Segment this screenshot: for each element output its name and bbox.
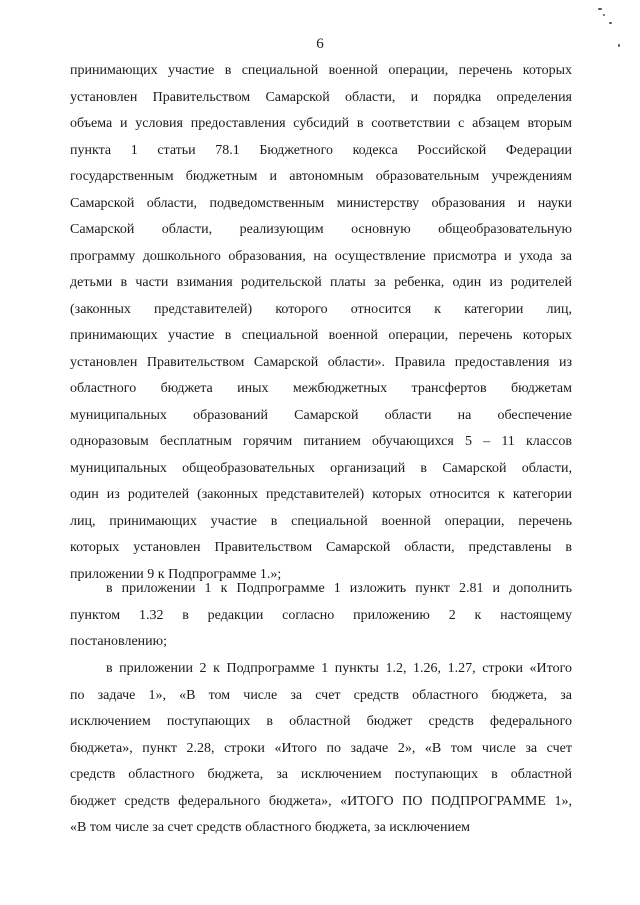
paragraph-appendix-1: [70, 576, 572, 656]
text-line: которых установлен Правительством Самарской области, представлены в: [70, 540, 572, 555]
text-line: государственным бюджетным и автономным образовательным учреждениям: [70, 169, 572, 184]
text-line: средств областного бюджета, за исключением поступающих в областной: [70, 767, 572, 782]
scan-mark: [618, 44, 620, 47]
text-line: Самарской области, реализующим основную общеобразовательную: [70, 222, 572, 237]
text-line: принимающих участие в специальной военной операции, перечень которых: [70, 63, 572, 78]
text-line: принимающих участие в специальной военной операции, перечень которых: [70, 328, 572, 343]
text-line: исключением поступающих в областной бюджет средств федерального: [70, 714, 572, 729]
page-number: 6: [316, 36, 324, 52]
text-line: Самарской области, подведомственным министерству образования и науки: [70, 195, 572, 211]
text-line: один из родителей (законных представителей) которых относится к категории: [70, 487, 572, 502]
text-line: объема и условия предоставления субсидий в соответствии с абзацем вторым: [70, 116, 572, 131]
text-line: пунктом 1.32 в редакции согласно приложению 2 к настоящему: [70, 607, 572, 623]
text-line: программу дошкольного образования, на осуществление присмотра и ухода за: [70, 248, 572, 264]
text-line: (законных представителей) которого относится к категории лиц,: [70, 301, 572, 317]
text-line: установлен Правительством Самарской области, и порядка определения: [70, 89, 572, 105]
text-line: установлен Правительством Самарской области». Правила предоставления из: [70, 354, 572, 370]
text-line: в приложении 1 к Подпрограмме 1 изложить пункт 2.81 и дополнить: [106, 581, 572, 596]
text-line: в приложении 2 к Подпрограмме 1 пункты 1.2, 1.26, 1.27, строки «Итого: [106, 661, 572, 676]
scan-mark: [609, 22, 612, 24]
text-line: приложении 9 к Подпрограмме 1.»;: [70, 566, 282, 582]
scan-mark: [598, 8, 602, 10]
text-line: одноразовым бесплатным горячим питанием обучающихся 5 – 11 классов: [70, 434, 572, 449]
text-line: лиц, принимающих участие в специальной военной операции, перечень: [70, 513, 572, 529]
text-line: пункта 1 статьи 78.1 Бюджетного кодекса Российской Федерации: [70, 142, 572, 158]
paragraph-continuation: [70, 58, 572, 588]
text-line: муниципальных образований Самарской области на обеспечение: [70, 407, 572, 423]
text-line: бюджета», пункт 2.28, строки «Итого по задаче 2», «В том числе за счет: [70, 740, 572, 756]
scan-mark: [603, 14, 605, 16]
text-line: детьми в части взимания родительской платы за ребенка, один из родителей: [70, 275, 572, 290]
text-line: муниципальных общеобразовательных организаций в Самарской области,: [70, 460, 572, 476]
text-line: «В том числе за счет средств областного бюджета, за исключением: [70, 820, 471, 835]
paragraph-appendix-2: [70, 656, 572, 842]
text-line: бюджет средств федерального бюджета», «ИТОГО ПО ПОДПРОГРАММЕ 1»,: [70, 793, 572, 809]
text-line: постановлению;: [70, 634, 168, 649]
text-line: областного бюджета иных межбюджетных трансфертов бюджетам: [70, 381, 572, 396]
text-line: по задаче 1», «В том числе за счет средств областного бюджета, за: [70, 687, 572, 703]
